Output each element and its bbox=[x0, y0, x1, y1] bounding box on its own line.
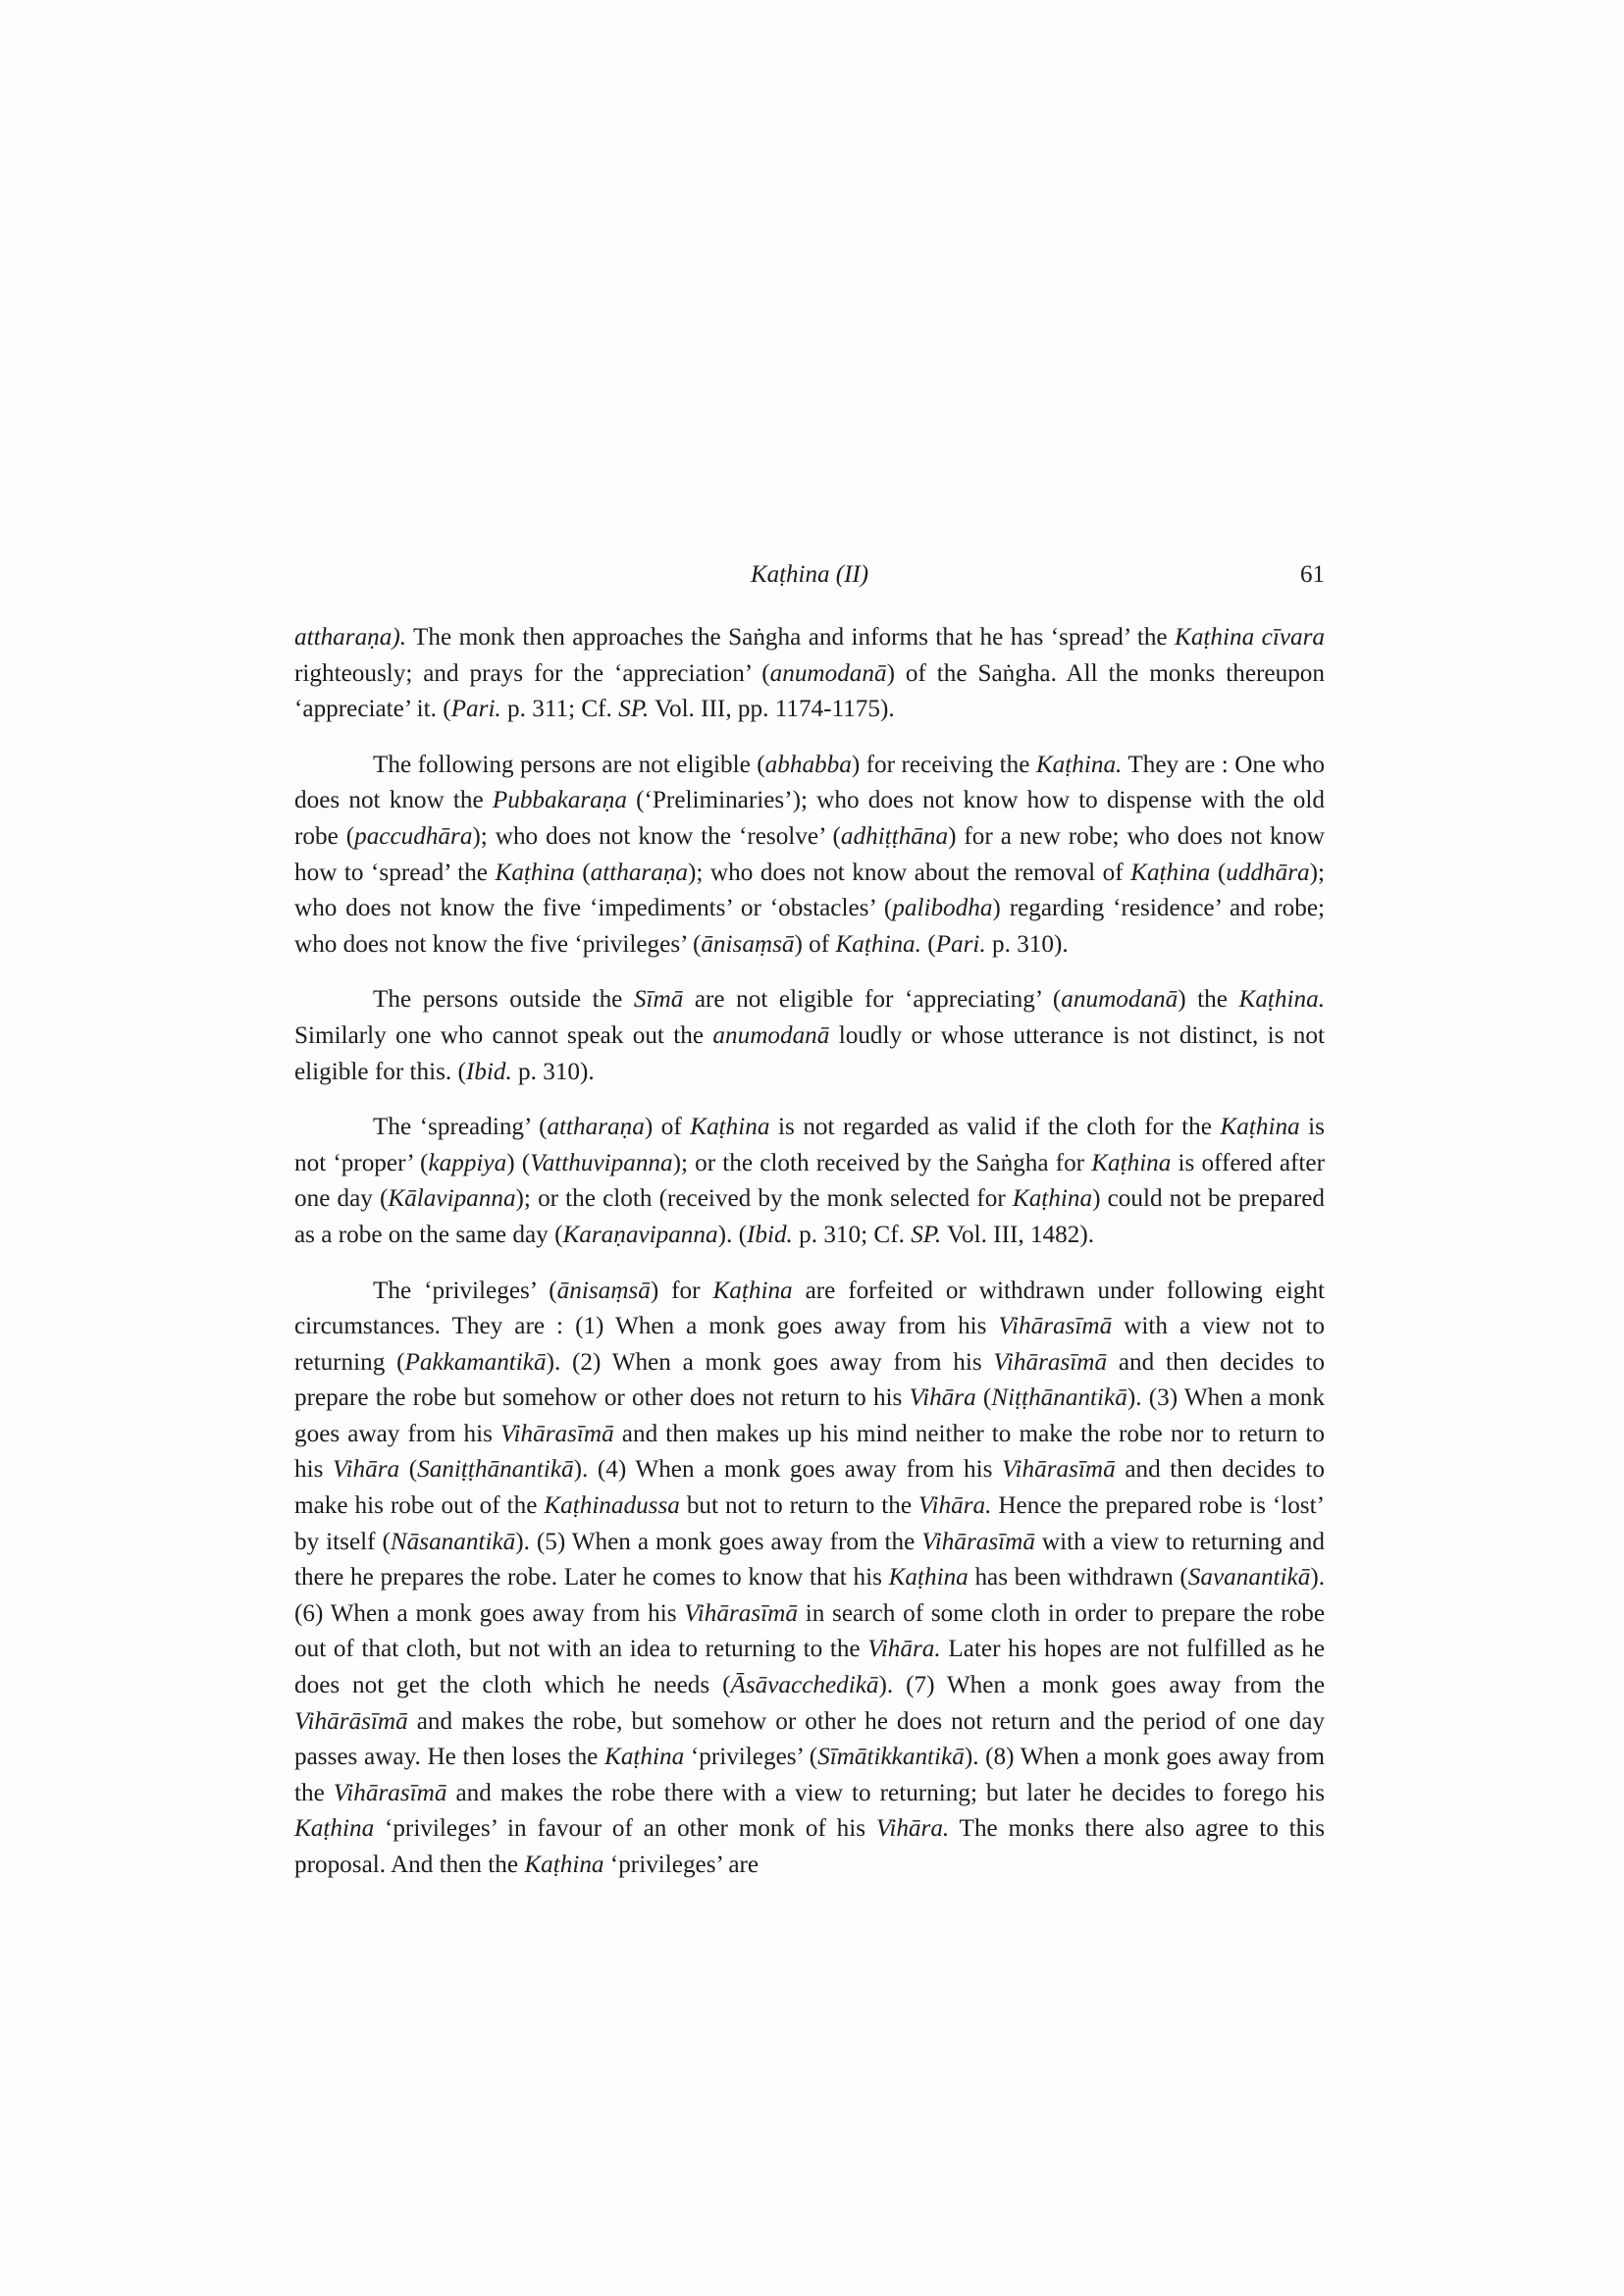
text-run: ). (2) When a monk goes away from his bbox=[546, 1348, 994, 1376]
text-run: ) of the Saṅgha. All the monks thereupon ‘appreciate’ it. ( bbox=[294, 659, 1325, 723]
body-text bbox=[294, 620, 1325, 1884]
italic-term: Kaṭhina. bbox=[1035, 751, 1123, 778]
italic-term: Kaṭhina bbox=[524, 1852, 604, 1878]
text-run: is not ‘proper’ ( bbox=[294, 1114, 1325, 1176]
italic-term: Vihāra bbox=[909, 1384, 976, 1412]
running-title: Kaṭhina (II) bbox=[750, 561, 869, 588]
text-run: and then decides to make his robe out of the bbox=[294, 1456, 1325, 1520]
italic-term: ānisaṃsā bbox=[556, 1277, 651, 1304]
italic-term: Sīmā bbox=[633, 986, 684, 1014]
italic-term: Vihāra. bbox=[918, 1492, 992, 1520]
text-run: ) the bbox=[1178, 986, 1239, 1014]
text-run: The ‘privileges’ ( bbox=[373, 1277, 557, 1304]
text-run: with a view to returning and there he prepares the robe. Later he comes to know that his bbox=[294, 1528, 1325, 1592]
italic-term: adhiṭṭhāna bbox=[840, 822, 949, 850]
italic-term: Karaṇavipanna bbox=[562, 1221, 718, 1248]
text-run: ) for receiving the bbox=[851, 751, 1036, 778]
text-run: loudly or whose utterance is not distinct, is not eligible for this. ( bbox=[294, 1021, 1325, 1085]
italic-term: Kaṭhina bbox=[294, 1815, 375, 1843]
italic-term: Vihārasīmā bbox=[921, 1528, 1035, 1555]
page-number: 61 bbox=[1300, 561, 1325, 588]
italic-term: anumodanā bbox=[769, 659, 887, 687]
italic-term: Kaṭhina bbox=[604, 1744, 685, 1771]
italic-term: Kaṭhinadussa bbox=[544, 1492, 680, 1520]
text-run: ( bbox=[975, 1384, 992, 1412]
italic-term: Vihārasīmā bbox=[500, 1420, 614, 1447]
text-run: Later his hopes are not fulfilled as he does not get the cloth which he needs ( bbox=[294, 1636, 1326, 1699]
italic-term: SP. bbox=[618, 696, 650, 723]
italic-term: Vihāra bbox=[333, 1456, 400, 1484]
text-run: ) ( bbox=[506, 1149, 531, 1176]
text-run: Vol. III, 1482). bbox=[941, 1221, 1095, 1248]
italic-term: Ibid. bbox=[746, 1221, 793, 1248]
text-run: ). (4) When a monk goes away from his bbox=[573, 1456, 1003, 1484]
text-run: is offered after one day ( bbox=[294, 1149, 1325, 1213]
text-run: ). (6) When a monk goes away from his bbox=[294, 1564, 1325, 1627]
italic-term: attharaṇa bbox=[590, 859, 689, 886]
text-run: ) of bbox=[644, 1114, 691, 1141]
italic-term: Pakkamantikā bbox=[404, 1348, 547, 1376]
text-run: ) of bbox=[794, 930, 836, 958]
text-run: are not eligible for ‘appreciating’ ( bbox=[683, 986, 1062, 1014]
text-run: has been withdrawn ( bbox=[968, 1564, 1188, 1592]
italic-term: Kālavipanna bbox=[388, 1185, 516, 1213]
text-run: in search of some cloth in order to prepare the robe out of that cloth, but not with an idea to returning to the bbox=[294, 1599, 1325, 1663]
italic-term: Nāsanantikā bbox=[390, 1528, 516, 1555]
italic-term: Kaṭhina bbox=[690, 1114, 770, 1141]
text-run: The persons outside the bbox=[373, 986, 634, 1014]
text-run: The ‘spreading’ ( bbox=[373, 1114, 548, 1141]
text-run: ). ( bbox=[717, 1221, 747, 1248]
text-run: ‘privileges’ ( bbox=[684, 1744, 818, 1771]
text-run: ). (8) When a monk goes away from the bbox=[294, 1744, 1325, 1806]
text-run: ). (7) When a monk goes away from the bbox=[878, 1672, 1325, 1699]
italic-term: Niṭṭhānantikā bbox=[991, 1384, 1127, 1412]
paragraph-2 bbox=[294, 748, 1325, 964]
italic-term: Sīmātikkantikā bbox=[817, 1744, 965, 1771]
italic-term: Kaṭhina bbox=[1130, 859, 1211, 886]
text-run: ( bbox=[1210, 859, 1227, 886]
italic-term: kappiya bbox=[428, 1149, 507, 1176]
italic-term: Kaṭhina. bbox=[1238, 986, 1325, 1014]
italic-term: Pubbakaraṇa bbox=[492, 787, 627, 814]
text-run: and then makes up his mind neither to make the robe nor to return to his bbox=[294, 1420, 1325, 1484]
text-run: ) for a new robe; who does not know how to ‘spread’ the bbox=[294, 822, 1325, 886]
text-run: ) regarding ‘residence’ and robe; who does not know the five ‘privileges’ ( bbox=[294, 895, 1325, 958]
italic-term: Kaṭhina bbox=[1220, 1114, 1300, 1141]
text-run: The following persons are not eligible ( bbox=[373, 751, 765, 778]
text-run: p. 310). bbox=[511, 1058, 595, 1085]
text-run: but not to return to the bbox=[679, 1492, 918, 1520]
italic-term: attharaṇa). bbox=[294, 624, 407, 651]
text-run: and makes the robe there with a view to returning; but later he decides to forego his bbox=[446, 1779, 1325, 1806]
text-run: p. 310; Cf. bbox=[792, 1221, 912, 1248]
paragraph-3 bbox=[294, 982, 1325, 1090]
italic-term: Kaṭhina. bbox=[835, 930, 921, 958]
text-run: ); who does not know the ‘resolve’ ( bbox=[472, 822, 841, 850]
italic-term: Vihāra. bbox=[875, 1815, 950, 1843]
text-run: ‘privileges’ are bbox=[603, 1852, 760, 1878]
italic-term: Vihāra. bbox=[867, 1636, 941, 1663]
text-run: (‘Preliminaries’); who does not know how to dispense with the old robe ( bbox=[294, 787, 1325, 850]
text-run: ( bbox=[920, 930, 936, 958]
italic-term: Kaṭhina cīvara bbox=[1175, 624, 1325, 651]
text-run: ); or the cloth (received by the monk selected for bbox=[515, 1185, 1013, 1213]
text-run: righteously; and prays for the ‘appreciation’ ( bbox=[294, 659, 770, 687]
text-run: ). (5) When a monk goes away from the bbox=[515, 1528, 922, 1555]
italic-term: Pari. bbox=[450, 696, 501, 723]
italic-term: Savanantikā bbox=[1187, 1564, 1311, 1592]
italic-term: SP. bbox=[911, 1221, 942, 1248]
italic-term: abhabba bbox=[764, 751, 852, 778]
text-run: They are : One who does not know the bbox=[294, 751, 1326, 814]
text-run: ( bbox=[399, 1456, 418, 1484]
text-run: ); who does not know about the removal of bbox=[688, 859, 1131, 886]
text-run: ). (3) When a monk goes away from his bbox=[294, 1384, 1325, 1447]
text-run: ) for bbox=[650, 1277, 713, 1304]
text-run: ); who does not know the five ‘impediments’ or ‘obstacles’ ( bbox=[294, 859, 1326, 922]
italic-term: Vihārasīmā bbox=[684, 1599, 798, 1627]
italic-term: Āsāvacchedikā bbox=[730, 1672, 879, 1699]
italic-term: uddhāra bbox=[1226, 859, 1310, 886]
text-run: ( bbox=[574, 859, 591, 886]
text-run: The monks there also agree to this proposal. And then the bbox=[294, 1815, 1326, 1878]
italic-term: Vihārasīmā bbox=[1002, 1456, 1116, 1484]
text-run: and then decides to prepare the robe but somehow or other does not return to his bbox=[294, 1348, 1325, 1412]
page-header bbox=[294, 561, 1325, 600]
italic-term: Vihārasīmā bbox=[993, 1348, 1108, 1376]
text-run: p. 310). bbox=[985, 930, 1069, 958]
italic-term: Vihārāsīmā bbox=[294, 1707, 408, 1735]
text-run: ) could not be prepared as a robe on the same day ( bbox=[294, 1185, 1326, 1248]
italic-term: palibodha bbox=[892, 895, 993, 922]
text-run: p. 311; Cf. bbox=[500, 696, 619, 723]
italic-term: Ibid. bbox=[465, 1058, 512, 1085]
italic-term: Pari. bbox=[935, 930, 986, 958]
italic-term: anumodanā bbox=[712, 1021, 830, 1049]
italic-term: Kaṭhina bbox=[1091, 1149, 1172, 1176]
text-run: ‘privileges’ in favour of an other monk of his bbox=[374, 1815, 876, 1843]
italic-term: ānisaṃsā bbox=[701, 930, 795, 958]
text-run: with a view not to returning ( bbox=[294, 1313, 1325, 1376]
italic-term: Kaṭhina bbox=[495, 859, 575, 886]
italic-term: Kaṭhina bbox=[1012, 1185, 1093, 1213]
text-run: Vol. III, pp. 1174-1175). bbox=[649, 696, 895, 723]
text-run: and makes the robe, but somehow or other he does not return and the period of one day passes away. He then loses the bbox=[294, 1707, 1325, 1771]
text-run: Hence the prepared robe is ‘lost’ by itself ( bbox=[294, 1492, 1325, 1555]
italic-term: anumodanā bbox=[1061, 986, 1179, 1014]
paragraph-5 bbox=[294, 1274, 1325, 1884]
paragraph-1 bbox=[294, 620, 1325, 728]
text-run: Similarly one who cannot speak out the bbox=[294, 1021, 713, 1049]
italic-term: Vihārasīmā bbox=[998, 1313, 1113, 1340]
text-run: are forfeited or withdrawn under following eight circumstances. They are : (1) When a monk goes away from his bbox=[294, 1277, 1325, 1340]
paragraph-4 bbox=[294, 1110, 1325, 1253]
italic-term: attharaṇa bbox=[547, 1114, 645, 1141]
italic-term: Vihārasīmā bbox=[333, 1779, 447, 1806]
italic-term: Saniṭṭhānantikā bbox=[417, 1456, 574, 1484]
text-run: ); or the cloth received by the Saṅgha for bbox=[672, 1149, 1092, 1176]
italic-term: Kaṭhina bbox=[888, 1564, 969, 1592]
italic-term: paccudhāra bbox=[354, 822, 473, 850]
italic-term: Vatthuvipanna bbox=[530, 1149, 673, 1176]
text-run: The monk then approaches the Saṅgha and informs that he has ‘spread’ the bbox=[406, 624, 1176, 651]
italic-term: Kaṭhina bbox=[712, 1277, 793, 1304]
text-run: is not regarded as valid if the cloth for the bbox=[769, 1114, 1221, 1141]
